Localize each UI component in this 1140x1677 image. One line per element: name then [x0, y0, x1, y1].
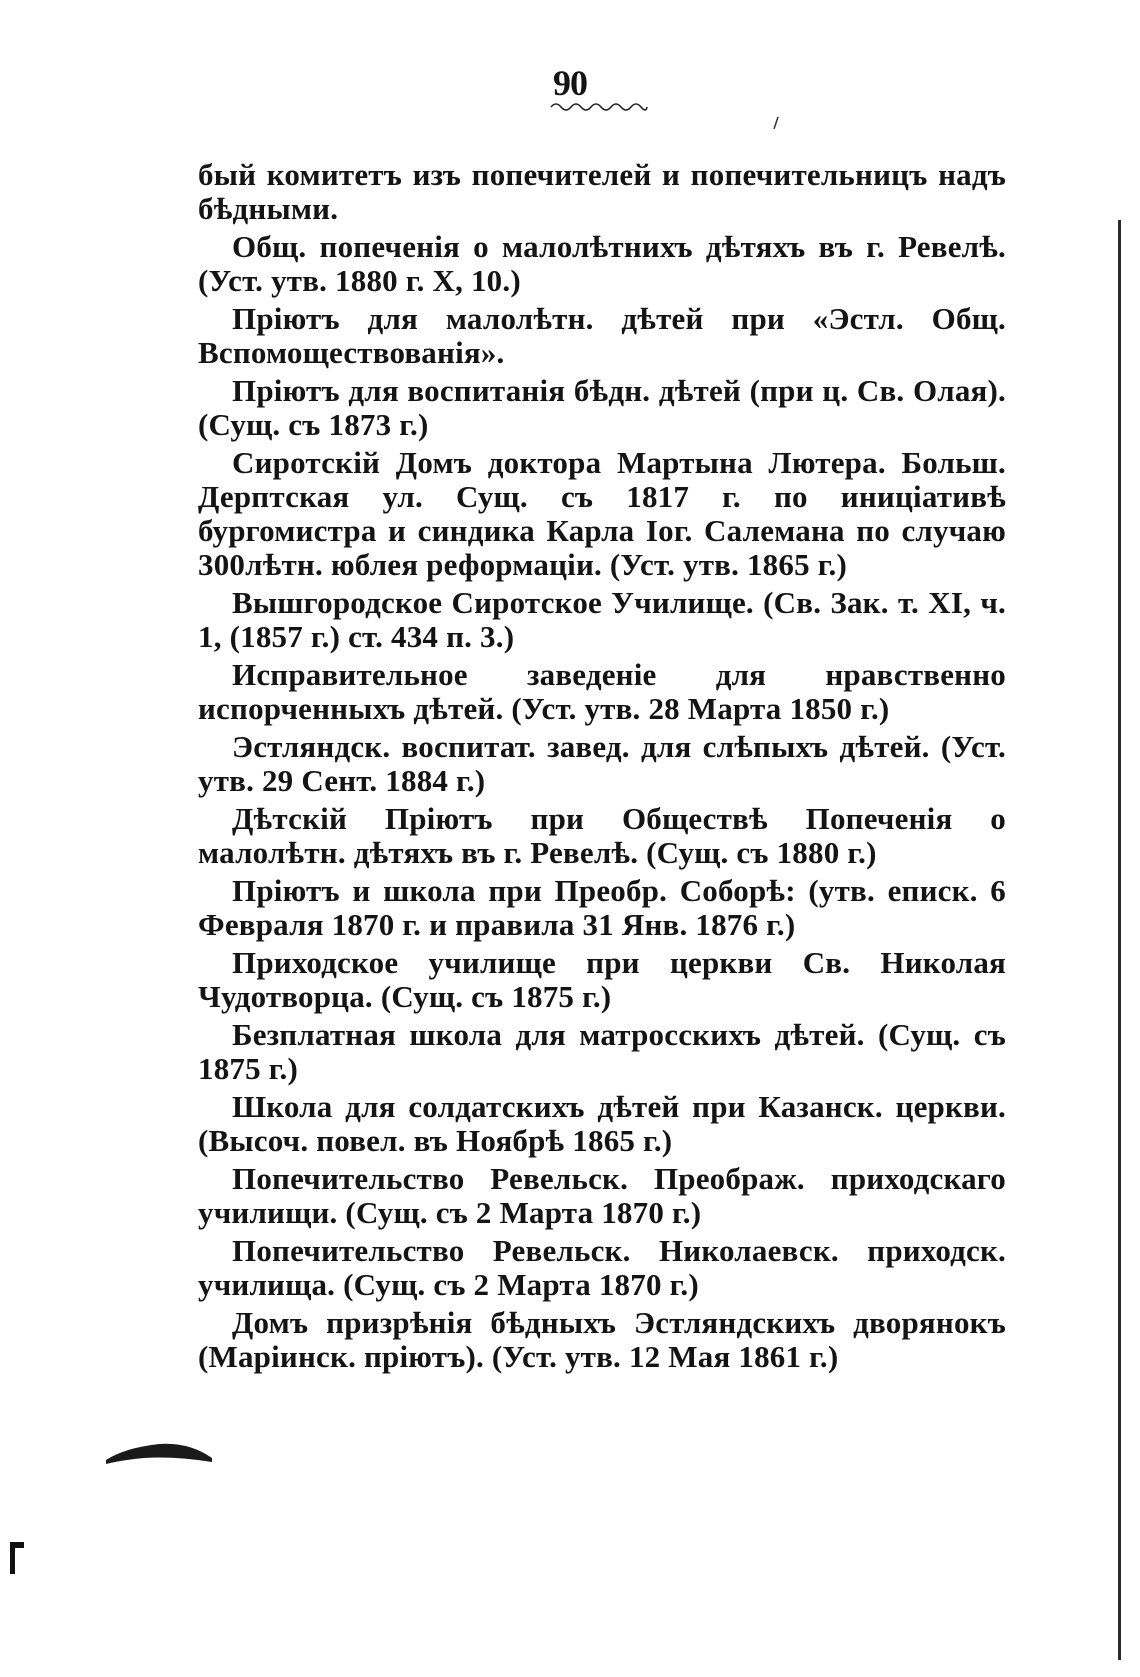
entry-paragraph: Исправительное заведеніе для нравственно испорченныхъ дѣтей. (Уст. утв. 28 Марта 1850 г.) [198, 657, 1006, 726]
entry-paragraph: Пріютъ для воспитанія бѣдн. дѣтей (при ц. Св. Олая). (Сущ. съ 1873 г.) [198, 373, 1006, 442]
entry-paragraph: Домъ призрѣнія бѣдныхъ Эстляндскихъ дворянокъ (Маріинск. пріютъ). (Уст. утв. 12 Мая 1861 г.) [198, 1305, 1006, 1374]
entry-paragraph: Пріютъ для малолѣтн. дѣтей при «Эстл. Общ. Вспомоществованія». [198, 301, 1006, 370]
page-edge-rule [1118, 220, 1121, 1660]
wavy-rule-ornament [549, 100, 649, 114]
entry-paragraph: Вышгородское Сиротское Училище. (Св. Зак. т. XI, ч. 1, (1857 г.) ст. 434 п. 3.) [198, 585, 1006, 654]
corner-print-mark [8, 1538, 26, 1576]
ink-smudge-mark [104, 1438, 214, 1466]
entry-paragraph: Сиротскій Домъ доктора Мартына Лютера. Больш. Дерптская ул. Сущ. съ 1817 г. по иниціативѣ бургомистра и синдика Карла Іог. Салемана по случаю 300лѣтн. юблея реформаціи. (Уст. утв. 1865 г.) [198, 445, 1006, 582]
entry-paragraph: Приходское училище при церкви Св. Николая Чудотворца. (Сущ. съ 1875 г.) [198, 945, 1006, 1014]
text-body [198, 158, 1006, 1378]
entry-paragraph: Общ. попеченія о малолѣтнихъ дѣтяхъ въ г. Ревелѣ. (Уст. утв. 1880 г. X, 10.) [198, 229, 1006, 298]
entry-paragraph: бый комитетъ изъ попечителей и попечительницъ надъ бѣдными. [198, 157, 1006, 226]
entry-paragraph: Дѣтскій Пріютъ при Обществѣ Попеченія о малолѣтн. дѣтяхъ въ г. Ревелѣ. (Сущ. съ 1880 г.) [198, 801, 1006, 870]
entry-paragraph: Эстляндск. воспитат. завед. для слѣпыхъ дѣтей. (Уст. утв. 29 Сент. 1884 г.) [198, 729, 1006, 798]
entry-paragraph: Безплатная школа для матросскихъ дѣтей. (Сущ. съ 1875 г.) [198, 1017, 1006, 1086]
entry-paragraph: Попечительство Ревельск. Николаевск. приходск. училища. (Сущ. съ 2 Марта 1870 г.) [198, 1233, 1006, 1302]
page-number: 90 [553, 63, 587, 103]
entry-paragraph: Пріютъ и школа при Преобр. Соборѣ: (утв. еписк. 6 Февраля 1870 г. и правила 31 Янв. 1876 г.) [198, 873, 1006, 942]
entry-paragraph: Школа для солдатскихъ дѣтей при Казанск. церкви. (Высоч. повел. въ Ноябрѣ 1865 г.) [198, 1089, 1006, 1158]
stray-print-mark [773, 116, 779, 130]
entry-paragraph: Попечительство Ревельск. Преображ. приходскаго училищи. (Сущ. съ 2 Марта 1870 г.) [198, 1161, 1006, 1230]
